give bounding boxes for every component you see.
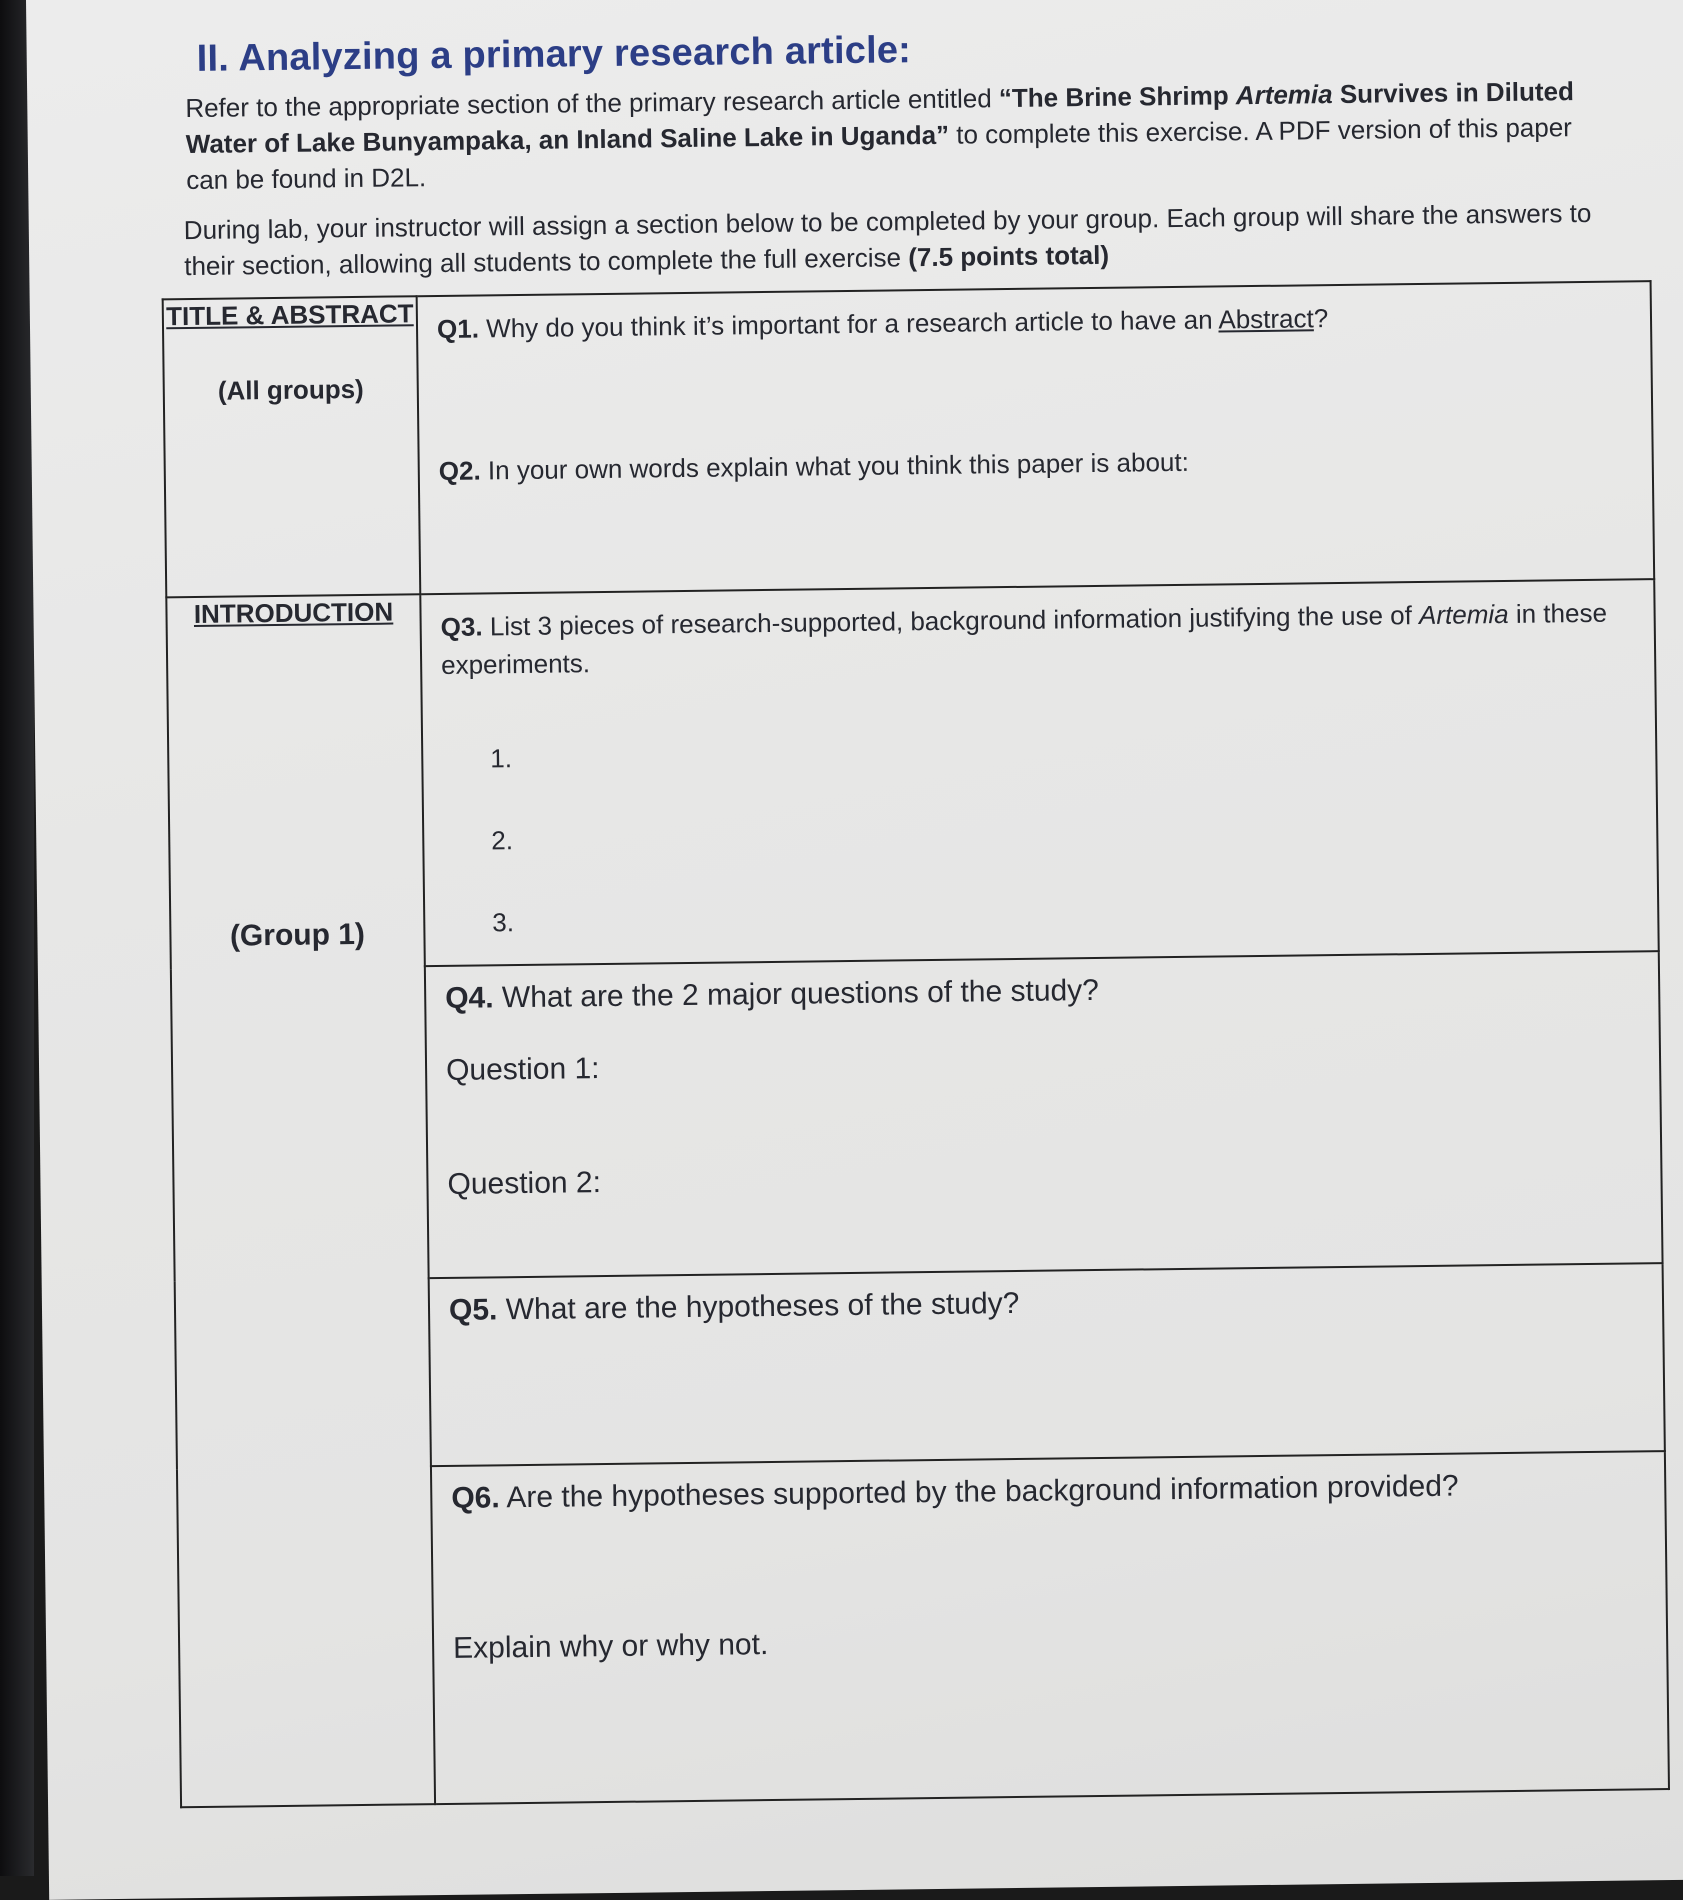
question-q4: Q4. What are the 2 major questions of the study?	[445, 973, 1100, 1015]
section-introduction: INTRODUCTION	[193, 596, 394, 629]
title-abstract-label-cell	[163, 296, 421, 597]
title-abstract-row	[163, 281, 1655, 597]
section-heading: II. Analyzing a primary research article:	[196, 29, 912, 80]
q4-question-1: Question 1:	[445, 1052, 600, 1087]
intro-text-1: Refer to the appropriate section of the primary research article entitled	[185, 83, 1000, 124]
q6-explain: Explain why or why not.	[452, 1628, 769, 1665]
intro-paragraph	[185, 73, 1606, 198]
article-title: “The Brine Shrimp Artemia Survives in Diluted Water of Lake Bunyampaka, an Inland Saline Lake in Uganda”	[185, 76, 1575, 160]
abstract-term: Abstract	[1218, 303, 1314, 335]
section-group-1: (Group 1)	[229, 917, 366, 953]
worksheet-table	[162, 280, 1670, 1808]
instructions-text: During lab, your instructor will assign a section below to be completed by your group. Each group will share the answers to their section, allowing all students to complete the full exercise	[183, 197, 1592, 282]
q4-cell[interactable]	[425, 951, 1663, 1278]
q6-cell[interactable]	[431, 1451, 1669, 1804]
question-q2: Q2. In your own words explain what you think this paper is about:	[438, 446, 1190, 486]
worksheet-page	[26, 0, 1683, 1900]
section-title-abstract: TITLE & ABSTRACT	[165, 298, 414, 332]
q4-question-2: Question 2:	[447, 1166, 602, 1201]
q5-cell[interactable]	[429, 1263, 1665, 1466]
points-total: (7.5 points total)	[908, 239, 1110, 273]
question-q3: Q3. List 3 pieces of research-supported, background information justifying the use of Artemia in these experiments.	[440, 597, 1608, 680]
instructions-paragraph	[184, 194, 1625, 284]
q3-cell[interactable]	[420, 579, 1658, 966]
section-all-groups: (All groups)	[217, 373, 364, 406]
question-q1: Q1. Why do you think it’s important for a research article to have an Abstract?	[436, 303, 1329, 345]
question-q5: Q5. What are the hypotheses of the study?	[448, 1286, 1020, 1327]
q3-list	[423, 669, 1656, 964]
q1-q2-cell[interactable]	[417, 281, 1655, 594]
question-q6: Q6. Are the hypotheses supported by the background information provided?	[451, 1469, 1459, 1515]
q3-item-3: 3.	[492, 907, 515, 938]
intro-text-2: to complete this exercise. A PDF version of this paper can be found in D2L.	[186, 112, 1573, 196]
q3-item-2: 2.	[491, 825, 514, 856]
introduction-label-cell	[166, 594, 435, 1807]
q3-row	[166, 579, 1658, 969]
q3-item-1: 1.	[490, 743, 513, 774]
